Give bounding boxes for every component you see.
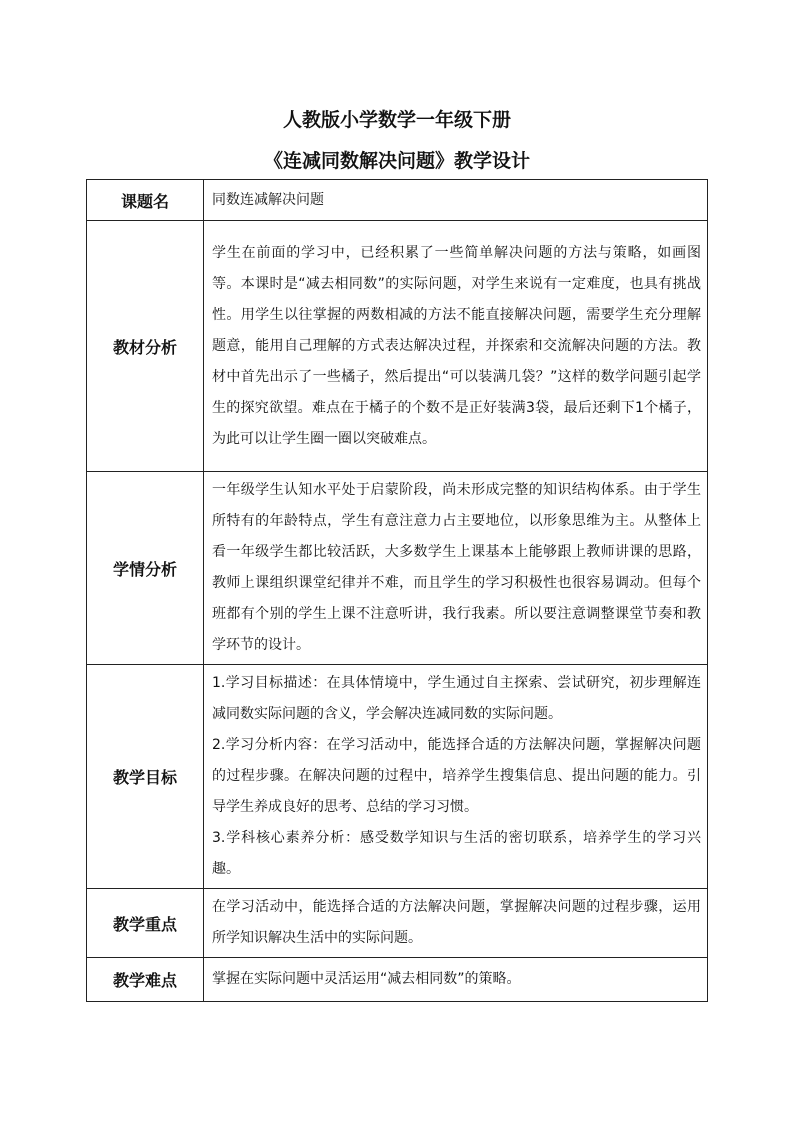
goal-item-2: 2.学习分析内容：在学习活动中，能选择合适的方法解决问题，掌握解决问题的过程步骤。在解决问题的过程中，培养学生搜集信息、提出问题的能力。引导学生养成良好的思考、总结的学习习惯。 [212, 737, 701, 815]
row-label-difficulties: 教学难点 [87, 958, 204, 1002]
table-row [87, 472, 708, 665]
table-row [87, 958, 708, 1002]
row-label-student-analysis: 学情分析 [87, 472, 204, 665]
row-label-teaching-goals: 教学目标 [87, 665, 204, 889]
paragraph: 同数连减解决问题 [212, 191, 324, 208]
paragraph: 一年级学生认知水平处于启蒙阶段，尚未形成完整的知识结构体系。由于学生所特有的年龄特点，学生有意注意力占主要地位，以形象思维为主。从整体上看一年级学生都比较活跃，大多数学生上课基本上能够跟上教师讲课的思路，教师上课组织课堂纪律并不难，而且学生的学习积极性也很容易调动。但每个班都有个别的学生上课不注意听讲，我行我素。所以要注意调整课堂节奏和教学环节的设计。 [212, 482, 701, 653]
row-content-teaching-goals [204, 665, 708, 889]
row-label-topic: 课题名 [87, 180, 204, 221]
row-content-material-analysis [204, 221, 708, 472]
paragraph: 在学习活动中，能选择合适的方法解决问题，掌握解决问题的过程步骤，运用所学知识解决生活中的实际问题。 [212, 899, 701, 946]
goal-item-1: 1.学习目标描述：在具体情境中，学生通过自主探索、尝试研究，初步理解连减同数实际问题的含义，学会解决连减同数的实际问题。 [212, 675, 701, 722]
table-row [87, 221, 708, 472]
table-row [87, 665, 708, 889]
lesson-plan-table [86, 179, 708, 1002]
paragraph: 掌握在实际问题中灵活运用“减去相同数”的策略。 [212, 971, 521, 987]
row-content-difficulties [204, 958, 708, 1002]
document-subtitle: 《连减同数解决问题》教学设计 [263, 150, 530, 172]
goal-item-3: 3.学科核心素养分析：感受数学知识与生活的密切联系，培养学生的学习兴趣。 [212, 830, 701, 877]
table-row [87, 889, 708, 958]
row-label-material-analysis: 教材分析 [87, 221, 204, 472]
row-content-student-analysis [204, 472, 708, 665]
row-content-key-points [204, 889, 708, 958]
paragraph: 学生在前面的学习中，已经积累了一些简单解决问题的方法与策略，如画图等。本课时是“减去相同数”的实际问题，对学生来说有一定难度，也具有挑战性。用学生以往掌握的两数相减的方法不能直接解决问题，需要学生充分理解题意，能用自己理解的方式表达解决过程，并探索和交流解决问题的方法。教材中首先出示了一些橘子，然后提出“可以装满几袋？”这样的数学问题引起学生的探究欲望。难点在于橘子的个数不是正好装满3袋，最后还剩下1个橘子，为此可以让学生圈一圈以突破难点。 [212, 244, 701, 447]
table-row [87, 180, 708, 221]
document-title: 人教版小学数学一年级下册 [282, 109, 511, 131]
row-label-key-points: 教学重点 [87, 889, 204, 958]
row-content-topic [204, 180, 708, 221]
